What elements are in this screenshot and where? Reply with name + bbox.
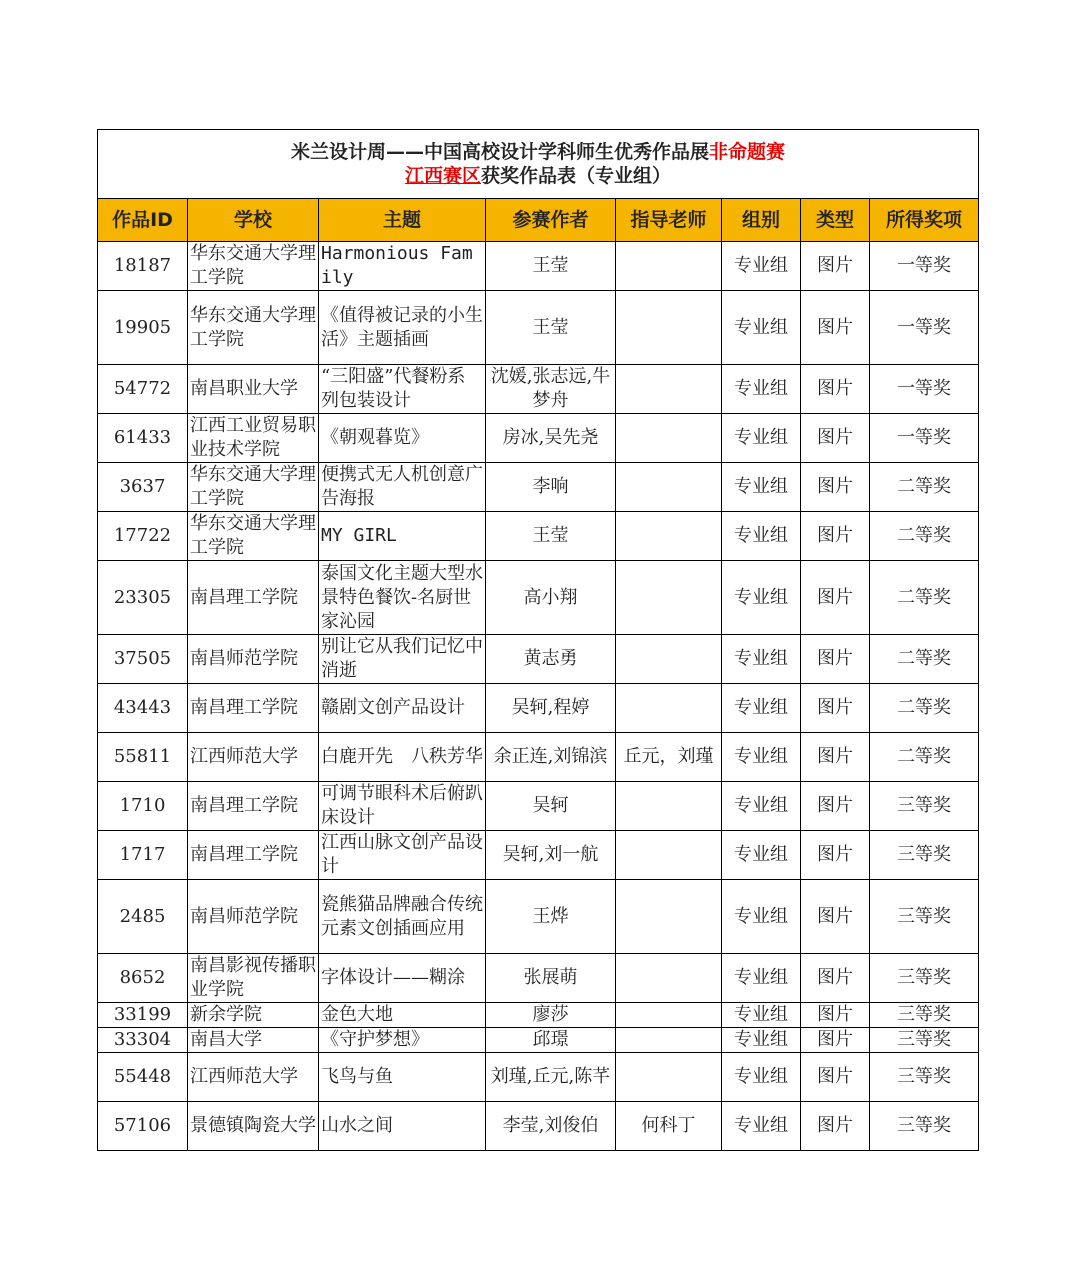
cell-authors: 吴轲,程婷 (486, 684, 616, 733)
table-row (98, 463, 979, 512)
cell-group: 专业组 (722, 954, 801, 1003)
cell-award: 三等奖 (870, 782, 979, 831)
cell-group: 专业组 (722, 733, 801, 782)
cell-authors: 李莹,刘俊伯 (486, 1102, 616, 1151)
cell-id: 37505 (98, 635, 188, 684)
cell-type: 图片 (801, 512, 870, 561)
cell-group: 专业组 (722, 365, 801, 414)
header-teacher: 指导老师 (616, 199, 722, 242)
table-row (98, 831, 979, 880)
cell-award: 三等奖 (870, 831, 979, 880)
cell-group: 专业组 (722, 1003, 801, 1028)
cell-award: 二等奖 (870, 635, 979, 684)
cell-school: 南昌职业大学 (188, 365, 319, 414)
cell-type: 图片 (801, 1003, 870, 1028)
cell-theme: “三阳盛”代餐粉系列包装设计 (319, 365, 486, 414)
cell-teacher: 何科丁 (616, 1102, 722, 1151)
cell-theme: 瓷熊猫品牌融合传统元素文创插画应用 (319, 880, 486, 954)
cell-group: 专业组 (722, 242, 801, 291)
cell-id: 43443 (98, 684, 188, 733)
cell-authors: 邱璟 (486, 1028, 616, 1053)
table-row (98, 954, 979, 1003)
cell-award: 一等奖 (870, 365, 979, 414)
cell-theme: 《守护梦想》 (319, 1028, 486, 1053)
cell-award: 一等奖 (870, 242, 979, 291)
table-row (98, 782, 979, 831)
table-title (98, 130, 979, 199)
cell-authors: 李响 (486, 463, 616, 512)
cell-award: 一等奖 (870, 414, 979, 463)
cell-theme: 别让它从我们记忆中消逝 (319, 635, 486, 684)
cell-type: 图片 (801, 291, 870, 365)
cell-school: 江西师范大学 (188, 733, 319, 782)
cell-theme: 《朝观暮览》 (319, 414, 486, 463)
title-line2-red: 江西赛区 (405, 165, 482, 187)
cell-school: 江西师范大学 (188, 1053, 319, 1102)
cell-authors: 吴轲 (486, 782, 616, 831)
cell-school: 南昌大学 (188, 1028, 319, 1053)
header-award: 所得奖项 (870, 199, 979, 242)
cell-award: 三等奖 (870, 1003, 979, 1028)
title-line1-black: 米兰设计周——中国高校设计学科师生优秀作品展 (291, 141, 710, 163)
cell-authors: 刘瑾,丘元,陈芊 (486, 1053, 616, 1102)
cell-theme: MY GIRL (319, 512, 486, 561)
cell-type: 图片 (801, 463, 870, 512)
cell-authors: 张展萌 (486, 954, 616, 1003)
cell-id: 55448 (98, 1053, 188, 1102)
title-line1-red: 非命题赛 (709, 141, 786, 163)
cell-type: 图片 (801, 1028, 870, 1053)
cell-theme: 便携式无人机创意广告海报 (319, 463, 486, 512)
cell-theme: 飞鸟与鱼 (319, 1053, 486, 1102)
cell-authors: 房冰,吴先尧 (486, 414, 616, 463)
table-row (98, 684, 979, 733)
cell-theme: 字体设计——糊涂 (319, 954, 486, 1003)
cell-theme: 金色大地 (319, 1003, 486, 1028)
cell-teacher (616, 414, 722, 463)
cell-group: 专业组 (722, 291, 801, 365)
cell-group: 专业组 (722, 1053, 801, 1102)
cell-group: 专业组 (722, 463, 801, 512)
cell-teacher (616, 635, 722, 684)
table-row (98, 512, 979, 561)
cell-type: 图片 (801, 831, 870, 880)
cell-group: 专业组 (722, 831, 801, 880)
cell-award: 二等奖 (870, 561, 979, 635)
cell-teacher (616, 1003, 722, 1028)
cell-school: 江西工业贸易职业技术学院 (188, 414, 319, 463)
cell-id: 61433 (98, 414, 188, 463)
cell-type: 图片 (801, 684, 870, 733)
cell-authors: 吴轲,刘一航 (486, 831, 616, 880)
header-authors: 参赛作者 (486, 199, 616, 242)
cell-award: 二等奖 (870, 733, 979, 782)
cell-group: 专业组 (722, 561, 801, 635)
cell-teacher (616, 684, 722, 733)
cell-type: 图片 (801, 1053, 870, 1102)
cell-type: 图片 (801, 242, 870, 291)
cell-id: 1710 (98, 782, 188, 831)
cell-teacher (616, 782, 722, 831)
cell-school: 景德镇陶瓷大学 (188, 1102, 319, 1151)
table-row (98, 291, 979, 365)
cell-theme: 可调节眼科术后俯趴床设计 (319, 782, 486, 831)
cell-authors: 余正连,刘锦滨 (486, 733, 616, 782)
header-id: 作品ID (98, 199, 188, 242)
table-row (98, 1053, 979, 1102)
cell-school: 南昌理工学院 (188, 561, 319, 635)
cell-school: 南昌理工学院 (188, 782, 319, 831)
cell-teacher (616, 1028, 722, 1053)
cell-theme: 白鹿开先 八秩芳华 (319, 733, 486, 782)
cell-group: 专业组 (722, 1028, 801, 1053)
cell-id: 2485 (98, 880, 188, 954)
cell-authors: 沈媛,张志远,牛梦舟 (486, 365, 616, 414)
cell-school: 南昌影视传播职业学院 (188, 954, 319, 1003)
cell-theme: 江西山脉文创产品设计 (319, 831, 486, 880)
cell-theme: 《值得被记录的小生活》主题插画 (319, 291, 486, 365)
cell-teacher (616, 291, 722, 365)
cell-school: 华东交通大学理工学院 (188, 463, 319, 512)
cell-teacher (616, 880, 722, 954)
cell-award: 二等奖 (870, 512, 979, 561)
cell-type: 图片 (801, 1102, 870, 1151)
cell-theme: 泰国文化主题大型水景特色餐饮-名厨世家沁园 (319, 561, 486, 635)
cell-id: 19905 (98, 291, 188, 365)
cell-school: 华东交通大学理工学院 (188, 242, 319, 291)
cell-type: 图片 (801, 782, 870, 831)
award-table (97, 129, 979, 1151)
cell-school: 新余学院 (188, 1003, 319, 1028)
header-type: 类型 (801, 199, 870, 242)
table-row (98, 561, 979, 635)
cell-school: 华东交通大学理工学院 (188, 291, 319, 365)
cell-teacher (616, 1053, 722, 1102)
cell-group: 专业组 (722, 782, 801, 831)
table-row (98, 880, 979, 954)
cell-type: 图片 (801, 635, 870, 684)
cell-theme: 山水之间 (319, 1102, 486, 1151)
cell-id: 57106 (98, 1102, 188, 1151)
header-theme: 主题 (319, 199, 486, 242)
cell-id: 54772 (98, 365, 188, 414)
cell-group: 专业组 (722, 414, 801, 463)
cell-teacher: 丘元，刘瑾 (616, 733, 722, 782)
cell-type: 图片 (801, 954, 870, 1003)
cell-award: 三等奖 (870, 954, 979, 1003)
header-school: 学校 (188, 199, 319, 242)
cell-authors: 王烨 (486, 880, 616, 954)
cell-teacher (616, 365, 722, 414)
cell-authors: 王莹 (486, 291, 616, 365)
cell-authors: 高小翔 (486, 561, 616, 635)
cell-teacher (616, 954, 722, 1003)
cell-award: 一等奖 (870, 291, 979, 365)
cell-authors: 黄志勇 (486, 635, 616, 684)
cell-school: 南昌师范学院 (188, 880, 319, 954)
cell-school: 华东交通大学理工学院 (188, 512, 319, 561)
cell-teacher (616, 512, 722, 561)
table-row (98, 365, 979, 414)
table-row (98, 414, 979, 463)
table-row (98, 1003, 979, 1028)
cell-teacher (616, 463, 722, 512)
cell-id: 33199 (98, 1003, 188, 1028)
cell-school: 南昌师范学院 (188, 635, 319, 684)
cell-authors: 王莹 (486, 242, 616, 291)
cell-teacher (616, 561, 722, 635)
cell-group: 专业组 (722, 880, 801, 954)
cell-authors: 廖莎 (486, 1003, 616, 1028)
title-row (98, 130, 979, 199)
cell-id: 17722 (98, 512, 188, 561)
cell-id: 55811 (98, 733, 188, 782)
cell-id: 1717 (98, 831, 188, 880)
cell-award: 二等奖 (870, 684, 979, 733)
cell-type: 图片 (801, 365, 870, 414)
cell-award: 三等奖 (870, 1053, 979, 1102)
cell-group: 专业组 (722, 635, 801, 684)
title-line2-black: 获奖作品表（专业组） (481, 165, 672, 187)
cell-award: 二等奖 (870, 463, 979, 512)
cell-teacher (616, 242, 722, 291)
header-group: 组别 (722, 199, 801, 242)
cell-type: 图片 (801, 561, 870, 635)
cell-group: 专业组 (722, 684, 801, 733)
header-row (98, 199, 979, 242)
table-body (98, 242, 979, 1151)
cell-school: 南昌理工学院 (188, 684, 319, 733)
cell-type: 图片 (801, 414, 870, 463)
cell-id: 33304 (98, 1028, 188, 1053)
table-row (98, 733, 979, 782)
cell-type: 图片 (801, 733, 870, 782)
cell-award: 三等奖 (870, 1102, 979, 1151)
cell-theme: Harmonious Family (319, 242, 486, 291)
cell-id: 3637 (98, 463, 188, 512)
table-row (98, 242, 979, 291)
cell-teacher (616, 831, 722, 880)
cell-authors: 王莹 (486, 512, 616, 561)
cell-award: 三等奖 (870, 1028, 979, 1053)
cell-award: 三等奖 (870, 880, 979, 954)
cell-type: 图片 (801, 880, 870, 954)
cell-id: 23305 (98, 561, 188, 635)
table-row (98, 1102, 979, 1151)
cell-theme: 赣剧文创产品设计 (319, 684, 486, 733)
cell-school: 南昌理工学院 (188, 831, 319, 880)
table-row (98, 635, 979, 684)
cell-group: 专业组 (722, 1102, 801, 1151)
cell-id: 8652 (98, 954, 188, 1003)
cell-id: 18187 (98, 242, 188, 291)
table-row (98, 1028, 979, 1053)
cell-group: 专业组 (722, 512, 801, 561)
